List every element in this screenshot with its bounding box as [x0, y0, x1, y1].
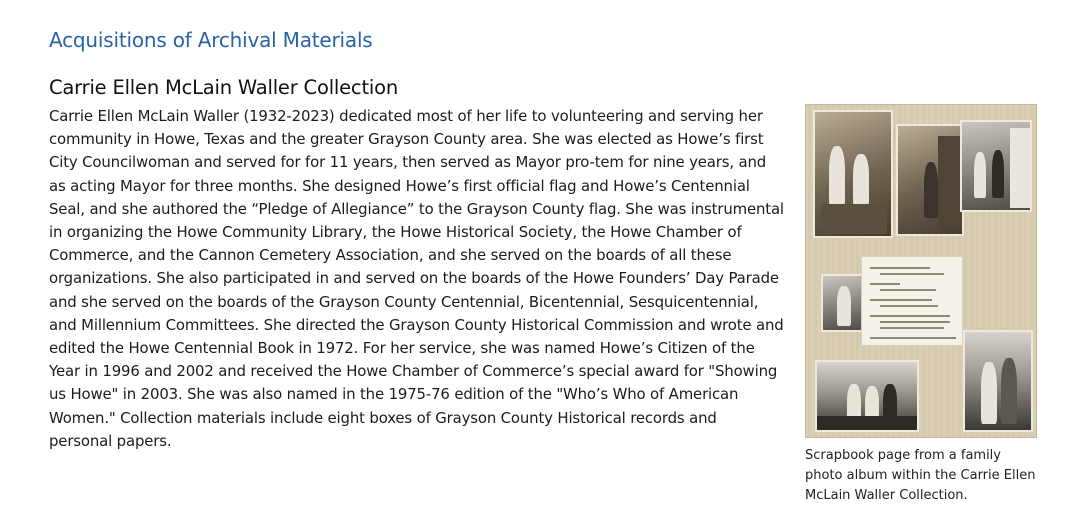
photo-top-right [960, 120, 1032, 212]
photo-top-left [813, 110, 893, 238]
photo-top-middle [896, 124, 964, 236]
photo-bottom-right [963, 330, 1033, 432]
photo-middle-left [821, 274, 865, 332]
section-title: Acquisitions of Archival Materials [49, 28, 373, 52]
photo-bottom-left [815, 360, 919, 432]
scrapbook-figure [805, 104, 1037, 506]
collection-description: Carrie Ellen McLain Waller (1932-2023) dedicated most of her life to volunteering and serving her community in Howe, Texas and the greater Grayson County area. She was elected as Howe’s first City Councilwoman and served for for 11 years, then served as Mayor pro-tem for nine years, and as acting Mayor for three months. She designed Howe’s first official flag and Howe’s Centennial Seal, and she authored the “Pledge of Allegiance” to the Grayson County flag. She was instrumental in organizing the Howe Community Library, the Howe Historical Society, the Howe Chamber of Commerce, and the Cannon Cemetery Association, and she served on the boards of all these organizations. She also participated in and served on the boards of the Howe Founders’ Day Parade and she served on the boards of the Grayson County Centennial, Bicentennial, Sesquicentennial, and Millennium Committees. She directed the Grayson County Historical Commission and wrote and edited the Howe Centennial Book in 1972. For her service, she was named Howe’s Citizen of the Year in 1996 and 2002 and received the Howe Chamber of Commerce’s special award for "Showing us Howe" in 2003. She was also named in the 1975-76 edition of the "Who’s Who of American Women." Collection materials include eight boxes of Grayson County Historical records and personal papers. [49, 107, 784, 450]
scrapbook-image [805, 104, 1037, 438]
figure-caption: Scrapbook page from a family photo album within the Carrie Ellen McLain Waller Collection. [805, 448, 1036, 503]
collection-title: Carrie Ellen McLain Waller Collection [49, 76, 398, 99]
typed-caption-card [861, 256, 963, 346]
